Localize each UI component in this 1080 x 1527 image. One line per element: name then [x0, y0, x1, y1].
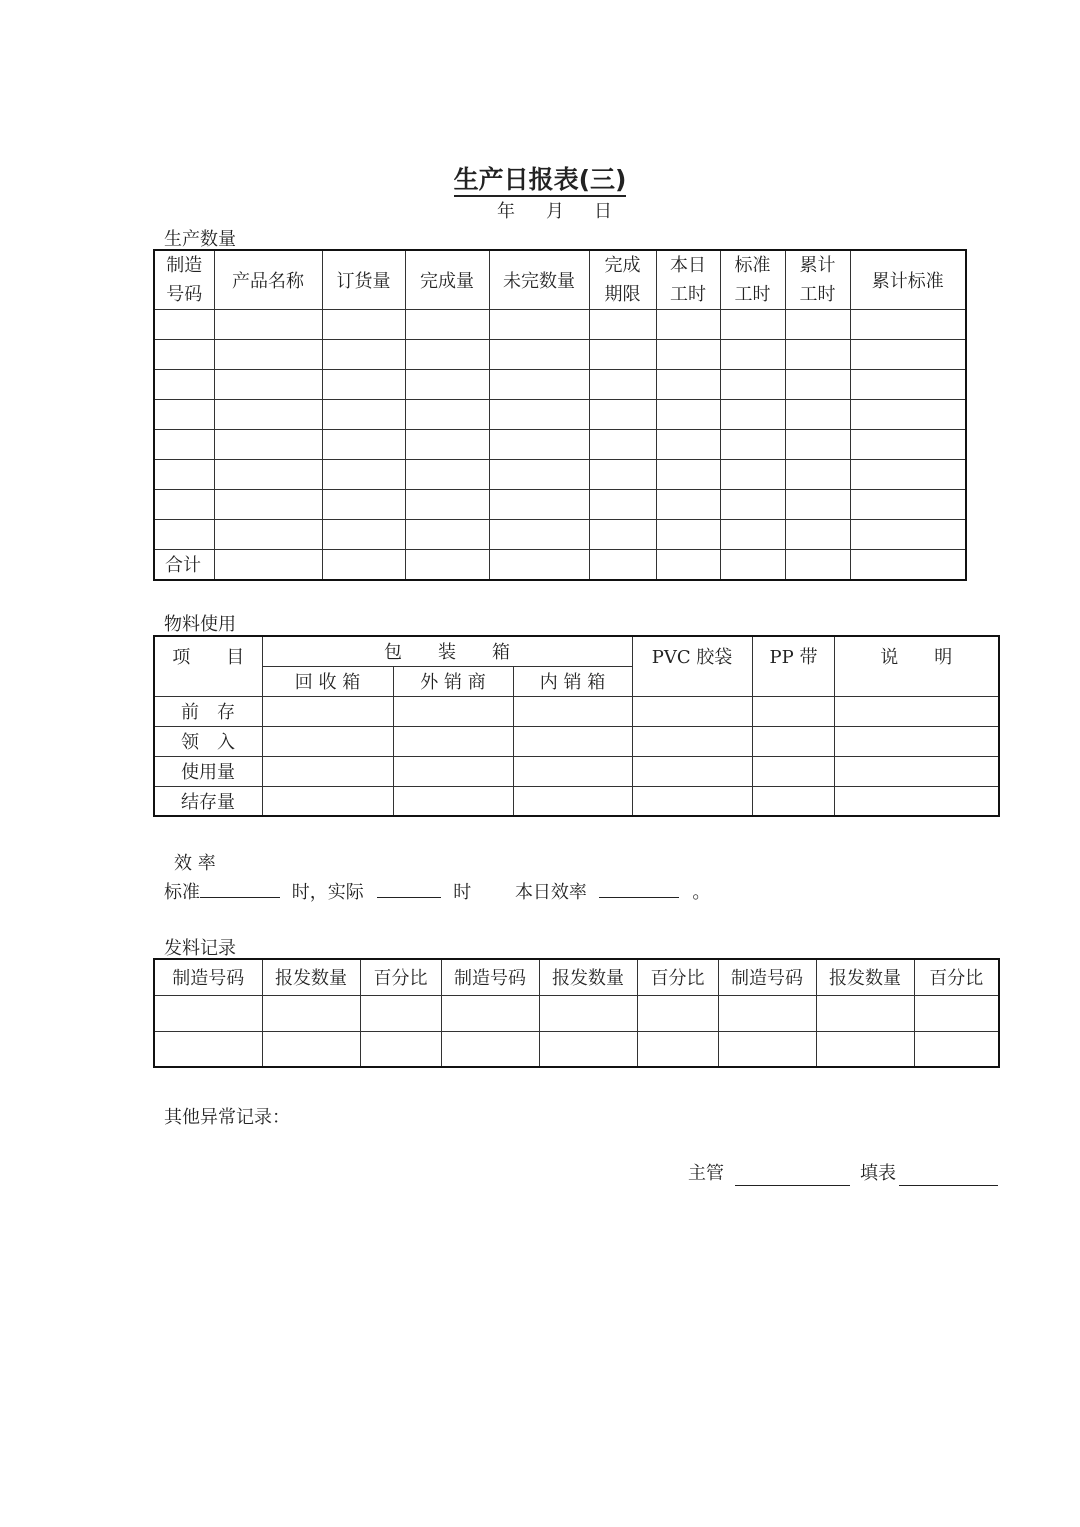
table-cell[interactable] [405, 430, 489, 460]
table-cell[interactable] [785, 520, 850, 550]
table-cell[interactable] [154, 490, 214, 520]
table-row [154, 460, 966, 490]
table-cell[interactable] [262, 1031, 360, 1067]
table-cell[interactable] [850, 430, 966, 460]
period-mark: 。 [692, 882, 711, 903]
table-cell[interactable] [589, 490, 656, 520]
table-cell[interactable] [489, 370, 589, 400]
table-cell[interactable] [513, 756, 632, 786]
table-cell[interactable] [214, 490, 322, 520]
table-cell[interactable] [405, 370, 489, 400]
table-cell[interactable] [834, 786, 999, 816]
materials-table [153, 635, 1000, 817]
table-cell[interactable] [718, 1031, 816, 1067]
table-row [154, 310, 966, 340]
table-cell[interactable] [720, 520, 785, 550]
header-pvc-bag: PVC 胶袋 [632, 636, 752, 696]
table-cell[interactable] [405, 340, 489, 370]
row-ending-stock-label: 结存量 [154, 786, 262, 816]
table-cell[interactable] [214, 430, 322, 460]
table-cell[interactable] [214, 460, 322, 490]
table-cell[interactable] [513, 726, 632, 756]
table-cell[interactable] [720, 490, 785, 520]
efficiency-line [164, 878, 710, 904]
table-cell[interactable] [393, 696, 513, 726]
table-cell[interactable] [393, 786, 513, 816]
header-percentage-3: 百分比 [914, 959, 999, 995]
table-cell[interactable] [834, 696, 999, 726]
table-cell[interactable] [214, 400, 322, 430]
table-cell[interactable] [656, 490, 720, 520]
table-cell[interactable] [154, 460, 214, 490]
table-cell[interactable] [720, 310, 785, 340]
table-cell[interactable] [850, 520, 966, 550]
table-cell[interactable] [154, 370, 214, 400]
table-cell[interactable] [914, 1031, 999, 1067]
row-used-label: 使用量 [154, 756, 262, 786]
table-row [154, 995, 999, 1031]
table-cell[interactable] [489, 460, 589, 490]
table-cell[interactable] [262, 726, 393, 756]
page-title-text: 生产日报表(三) [454, 165, 627, 197]
table-row [154, 786, 999, 816]
table-cell[interactable] [262, 696, 393, 726]
table-cell[interactable] [850, 310, 966, 340]
table-cell[interactable] [785, 340, 850, 370]
table-cell[interactable] [785, 430, 850, 460]
issue-table [153, 958, 1000, 1068]
table-cell[interactable] [785, 370, 850, 400]
filler-signature-field[interactable] [899, 1185, 998, 1186]
header-deadline: 完成 期限 [589, 250, 656, 310]
table-cell[interactable] [752, 756, 834, 786]
table-cell[interactable] [154, 430, 214, 460]
table-cell[interactable] [214, 370, 322, 400]
header-manufacture-no-2: 制造号码 [441, 959, 539, 995]
date-year-label: 年 [497, 201, 515, 222]
actual-hours-field[interactable] [377, 879, 441, 898]
table-cell[interactable] [322, 400, 405, 430]
table-cell[interactable] [441, 1031, 539, 1067]
table-cell[interactable] [785, 310, 850, 340]
table-cell[interactable] [632, 756, 752, 786]
production-total-row [154, 550, 966, 580]
production-table [153, 249, 967, 581]
daily-rate-label: 本日效率 [514, 882, 587, 903]
table-cell[interactable] [785, 460, 850, 490]
table-cell[interactable] [656, 340, 720, 370]
date-month-label: 月 [546, 201, 564, 222]
header-manufacture-no: 制造 号码 [154, 250, 214, 310]
table-cell[interactable] [405, 460, 489, 490]
efficiency-label: 效 率 [174, 853, 216, 874]
table-cell[interactable] [589, 550, 656, 580]
table-cell[interactable] [785, 490, 850, 520]
table-cell[interactable] [322, 460, 405, 490]
table-cell[interactable] [720, 460, 785, 490]
table-cell[interactable] [850, 370, 966, 400]
table-cell[interactable] [632, 786, 752, 816]
supervisor-label: 主管 [688, 1163, 724, 1184]
table-cell[interactable] [322, 430, 405, 460]
table-cell[interactable] [154, 340, 214, 370]
header-standard-hours: 标准 工时 [720, 250, 785, 310]
supervisor-signature-field[interactable] [735, 1185, 850, 1186]
table-cell[interactable] [405, 550, 489, 580]
header-reported-qty-2: 报发数量 [539, 959, 637, 995]
table-cell[interactable] [589, 520, 656, 550]
table-cell[interactable] [632, 726, 752, 756]
table-cell[interactable] [914, 995, 999, 1031]
standard-hours-field[interactable] [200, 879, 280, 898]
other-abnormal-label: 其他异常记录： [164, 1107, 290, 1128]
header-pp-strap: PP 带 [752, 636, 834, 696]
table-cell[interactable] [489, 340, 589, 370]
table-cell[interactable] [850, 400, 966, 430]
table-cell[interactable] [816, 995, 914, 1031]
table-cell[interactable] [589, 430, 656, 460]
table-cell[interactable] [513, 786, 632, 816]
table-cell[interactable] [360, 1031, 441, 1067]
table-row [154, 370, 966, 400]
materials-section-label: 物料使用 [164, 614, 236, 635]
table-cell[interactable] [393, 756, 513, 786]
header-completed-qty: 完成量 [405, 250, 489, 310]
daily-rate-field[interactable] [599, 879, 679, 898]
table-cell[interactable] [720, 550, 785, 580]
header-order-qty: 订货量 [322, 250, 405, 310]
table-row [154, 726, 999, 756]
table-cell[interactable] [752, 696, 834, 726]
header-reported-qty-1: 报发数量 [262, 959, 360, 995]
table-cell[interactable] [322, 490, 405, 520]
table-cell[interactable] [513, 696, 632, 726]
table-cell[interactable] [489, 550, 589, 580]
issue-section-label: 发料记录 [164, 938, 236, 959]
table-cell[interactable] [262, 756, 393, 786]
header-cumulative-standard: 累计标准 [850, 250, 966, 310]
header-cumulative-hours: 累计 工时 [785, 250, 850, 310]
header-product-name: 产品名称 [214, 250, 322, 310]
production-section-label: 生产数量 [164, 229, 236, 250]
table-cell[interactable] [441, 995, 539, 1031]
table-cell[interactable] [154, 400, 214, 430]
total-label: 合计 [154, 550, 214, 580]
table-cell[interactable] [834, 756, 999, 786]
table-cell[interactable] [816, 1031, 914, 1067]
table-cell[interactable] [656, 310, 720, 340]
table-cell[interactable] [637, 1031, 718, 1067]
table-cell[interactable] [720, 340, 785, 370]
header-percentage-2: 百分比 [637, 959, 718, 995]
header-packing-box: 包 装 箱 [262, 636, 632, 666]
table-cell[interactable] [785, 400, 850, 430]
header-manufacture-no-1: 制造号码 [154, 959, 262, 995]
table-cell[interactable] [589, 460, 656, 490]
standard-label: 标准 [164, 882, 200, 903]
table-cell[interactable] [834, 726, 999, 756]
header-manufacture-no-3: 制造号码 [718, 959, 816, 995]
table-row [154, 756, 999, 786]
issue-header-row [154, 959, 999, 995]
table-cell[interactable] [322, 310, 405, 340]
table-cell[interactable] [539, 995, 637, 1031]
table-cell[interactable] [589, 370, 656, 400]
header-domestic-box: 内 销 箱 [513, 666, 632, 696]
materials-header-row [154, 636, 999, 666]
table-cell[interactable] [656, 550, 720, 580]
date-day-label: 日 [594, 201, 612, 222]
header-daily-hours: 本日 工时 [656, 250, 720, 310]
table-cell[interactable] [405, 490, 489, 520]
table-cell[interactable] [720, 430, 785, 460]
table-cell[interactable] [322, 370, 405, 400]
production-header-row [154, 250, 966, 310]
page-title [0, 160, 1080, 196]
table-cell[interactable] [656, 430, 720, 460]
table-row [154, 490, 966, 520]
table-cell[interactable] [850, 490, 966, 520]
hours-actual-label: 时，实际 [291, 882, 364, 903]
table-cell[interactable] [489, 430, 589, 460]
table-cell[interactable] [589, 340, 656, 370]
table-cell[interactable] [489, 520, 589, 550]
table-cell[interactable] [322, 520, 405, 550]
table-cell[interactable] [589, 310, 656, 340]
header-recycle-box: 回 收 箱 [262, 666, 393, 696]
table-cell[interactable] [322, 340, 405, 370]
table-cell[interactable] [262, 786, 393, 816]
table-cell[interactable] [154, 520, 214, 550]
table-cell[interactable] [214, 340, 322, 370]
table-cell[interactable] [154, 995, 262, 1031]
table-cell[interactable] [322, 550, 405, 580]
row-received-label: 领 入 [154, 726, 262, 756]
table-cell[interactable] [656, 520, 720, 550]
table-cell[interactable] [214, 310, 322, 340]
table-cell[interactable] [656, 460, 720, 490]
header-export-box: 外 销 商 [393, 666, 513, 696]
table-cell[interactable] [785, 550, 850, 580]
filler-label: 填表 [860, 1163, 896, 1184]
table-cell[interactable] [489, 490, 589, 520]
table-cell[interactable] [632, 696, 752, 726]
table-row [154, 430, 966, 460]
table-cell[interactable] [850, 550, 966, 580]
table-cell[interactable] [214, 550, 322, 580]
header-item: 项 目 [154, 636, 262, 696]
table-cell[interactable] [360, 995, 441, 1031]
table-row [154, 520, 966, 550]
table-row [154, 400, 966, 430]
table-cell[interactable] [850, 340, 966, 370]
table-cell[interactable] [718, 995, 816, 1031]
table-row [154, 340, 966, 370]
table-cell[interactable] [489, 310, 589, 340]
row-previous-stock-label: 前 存 [154, 696, 262, 726]
table-cell[interactable] [752, 726, 834, 756]
hours-label: 时 [453, 882, 472, 903]
table-cell[interactable] [405, 400, 489, 430]
table-cell[interactable] [850, 460, 966, 490]
table-row [154, 696, 999, 726]
table-row [154, 1031, 999, 1067]
table-cell[interactable] [405, 310, 489, 340]
table-cell[interactable] [154, 310, 214, 340]
table-cell[interactable] [154, 1031, 262, 1067]
table-cell[interactable] [720, 370, 785, 400]
table-cell[interactable] [656, 400, 720, 430]
header-description: 说 明 [834, 636, 999, 696]
table-cell[interactable] [656, 370, 720, 400]
table-cell[interactable] [589, 400, 656, 430]
table-cell[interactable] [720, 400, 785, 430]
header-reported-qty-3: 报发数量 [816, 959, 914, 995]
table-cell[interactable] [214, 520, 322, 550]
table-cell[interactable] [637, 995, 718, 1031]
table-cell[interactable] [262, 995, 360, 1031]
table-cell[interactable] [539, 1031, 637, 1067]
header-unfinished-qty: 未完数量 [489, 250, 589, 310]
table-cell[interactable] [393, 726, 513, 756]
table-cell[interactable] [752, 786, 834, 816]
table-cell[interactable] [405, 520, 489, 550]
header-percentage-1: 百分比 [360, 959, 441, 995]
table-cell[interactable] [489, 400, 589, 430]
